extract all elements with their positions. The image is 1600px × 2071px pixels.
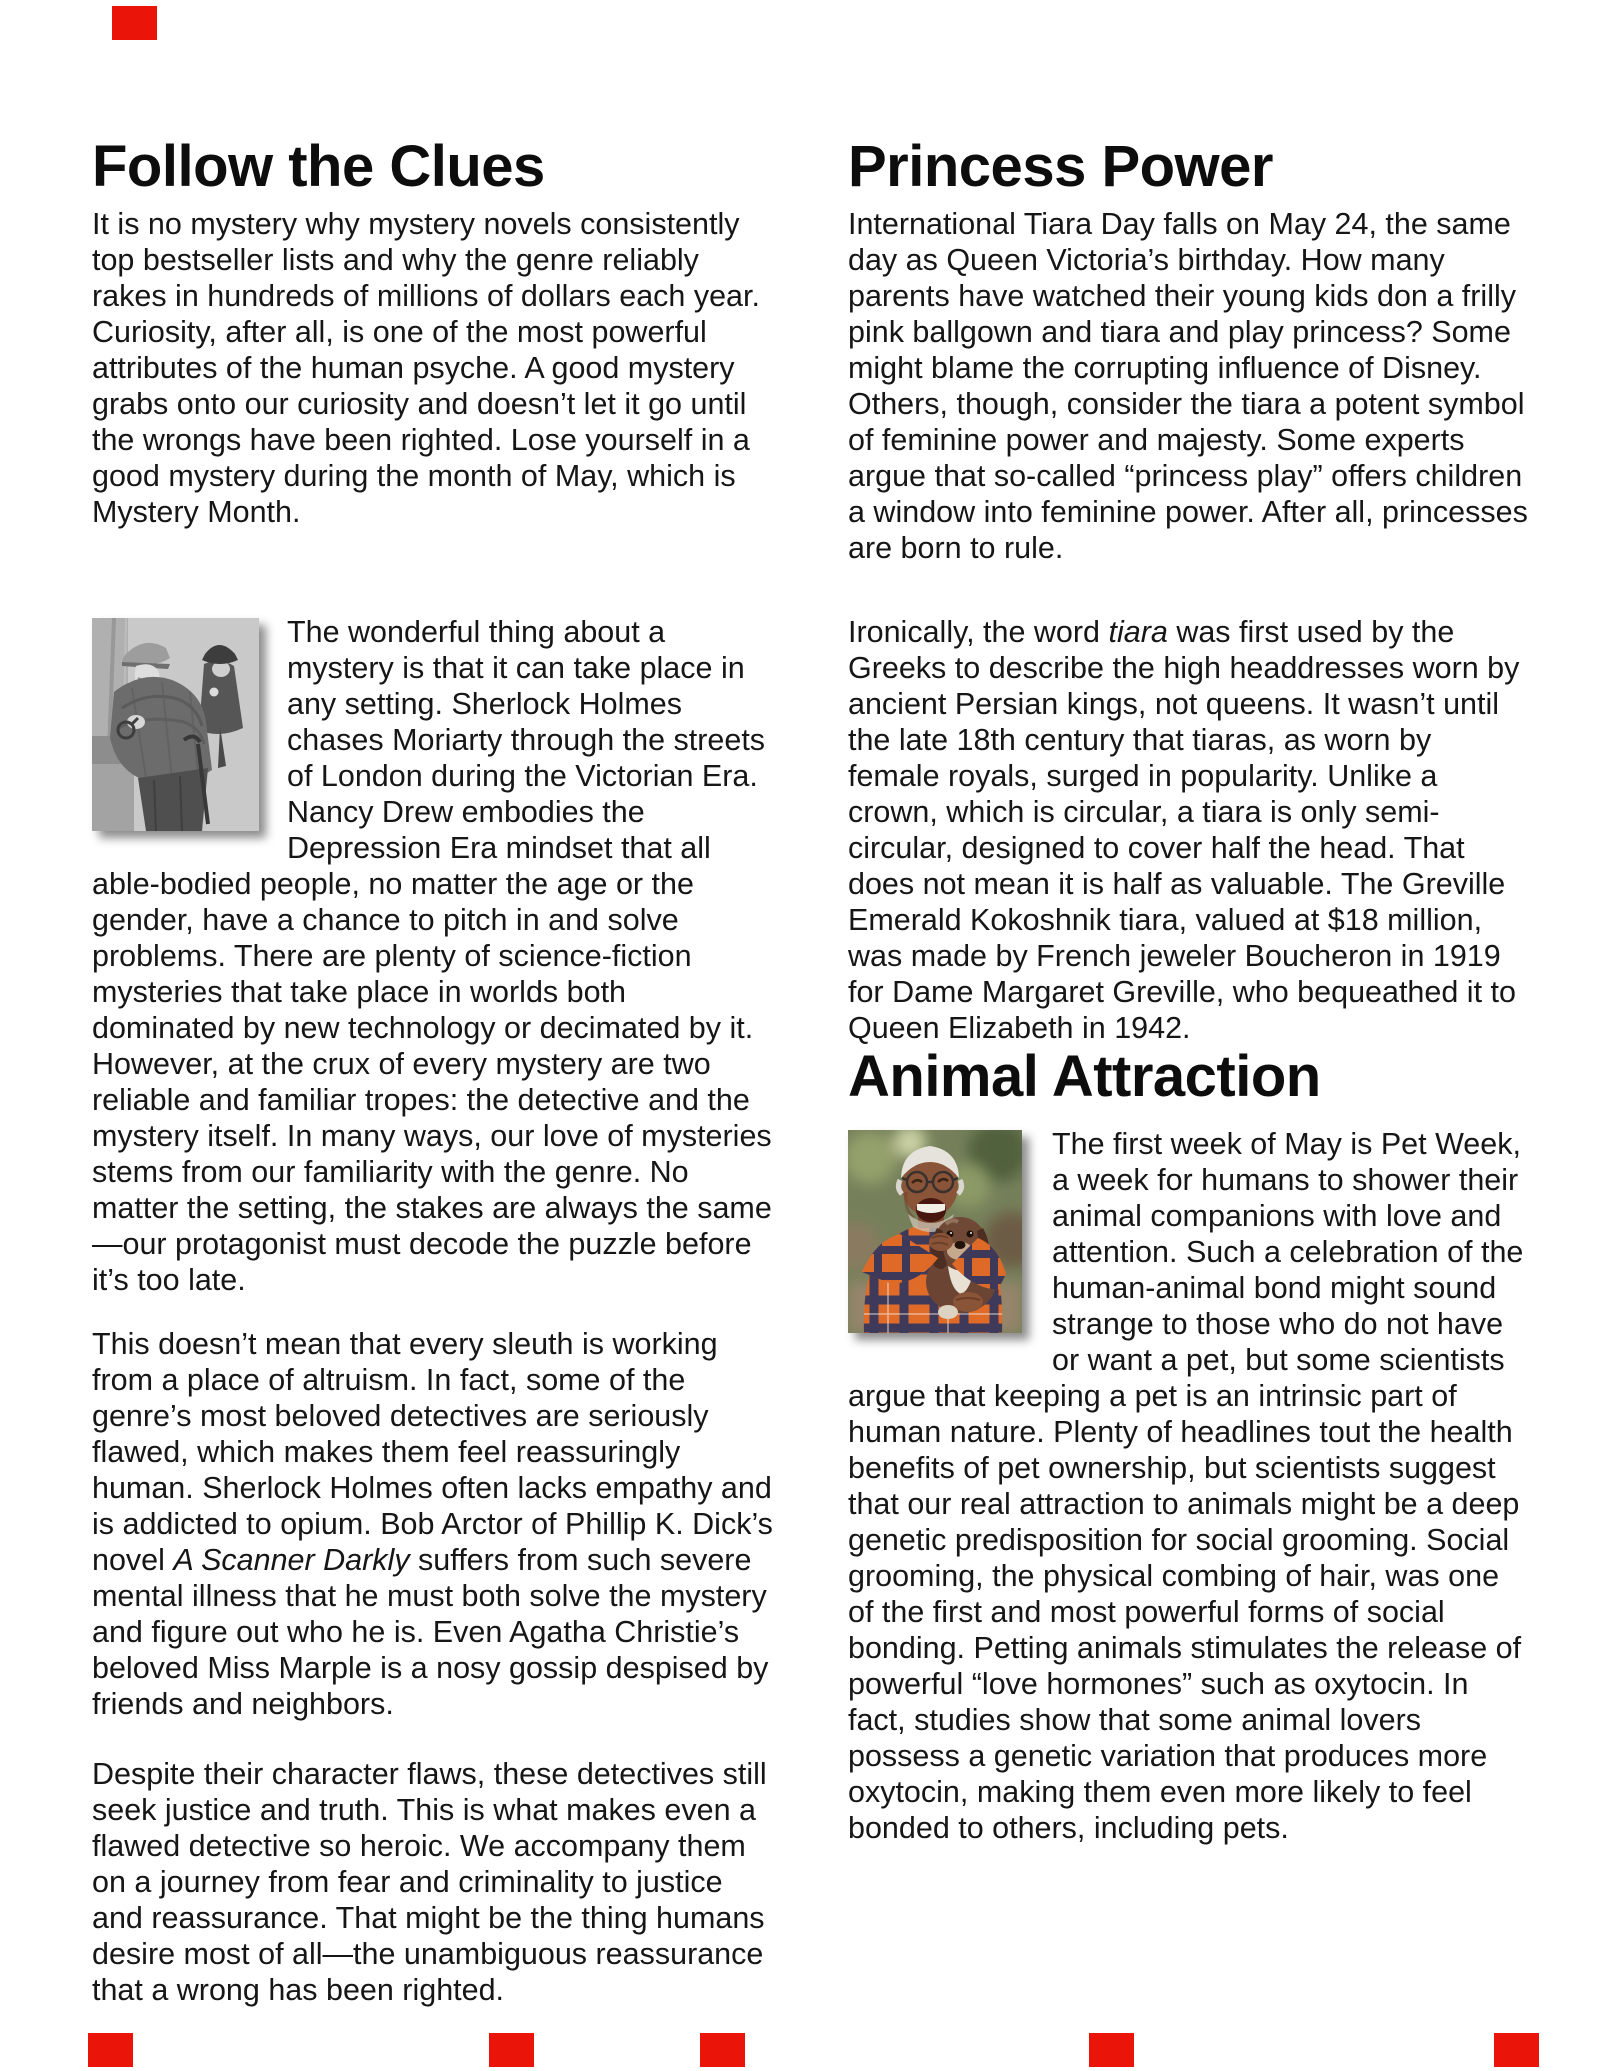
- paragraph-mystery-settings: [92, 614, 774, 1298]
- paragraph-flawed-detectives: This doesn’t mean that every sleuth is working from a place of altruism. In fact, some of the genre’s most beloved detectives are seriously flawed, which makes them feel reassuringly human. Sherlock Holmes often lacks empathy and is addicted to opium. Bob Arctor of Phillip K. Dick’s novel A Scanner Darkly suffers from such severe mental illness that he must both solve the mystery and figure out who he is. Even Agatha Christie’s beloved Miss Marple is a nosy gossip despised by friends and neighbors.: [92, 1327, 773, 1721]
- registration-mark-bottom-2: [489, 2033, 534, 2067]
- left-column: [92, 0, 774, 2008]
- paragraph-justice-and-truth: Despite their character flaws, these detectives still seek justice and truth. This is what makes even a flawed detective so heroic. We accompany them on a journey from fear and criminality to justice and reassurance. That might be the thing humans desire most of all—the unambiguous reassurance that a wrong has been righted.: [92, 1757, 767, 2007]
- paragraph-pet-week: [848, 1126, 1530, 1846]
- paragraph-tiara-history: Ironically, the word tiara was first used by the Greeks to describe the high headdresses worn by ancient Persian kings, not queens. It wasn’t until the late 18th century that tiaras, as worn by female royals, surged in popularity. Unlike a crown, which is circular, a tiara is only semi-circular, designed to cover half the head. That does not mean it is half as valuable. The Greville Emerald Kokoshnik tiara, valued at $18 million, was made by French jeweler Boucheron in 1919 for Dame Margaret Greville, who bequeathed it to Queen Elizabeth in 1942.: [848, 615, 1520, 1045]
- paragraph-mystery-intro: It is no mystery why mystery novels consistently top bestseller lists and why the genre reliably rakes in hundreds of millions of dollars each year. Curiosity, after all, is one of the most powerful attributes of the human psyche. A good mystery grabs onto our curiosity and doesn’t let it go until the wrongs have been righted. Lose yourself in a good mystery during the month of May, which is Mystery Month.: [92, 207, 760, 529]
- heading-princess-power: Princess Power: [848, 134, 1273, 199]
- heading-follow-the-clues: Follow the Clues: [92, 134, 545, 199]
- paragraph-tiara-day: International Tiara Day falls on May 24, the same day as Queen Victoria’s birthday. How many parents have watched their young kids don a frilly pink ballgown and tiara and play princess? Some might blame the corrupting influence of Disney. Others, though, consider the tiara a potent symbol of feminine power and majesty. Some experts argue that so-called “princess play” offers children a window into feminine power. After all, princesses are born to rule.: [848, 207, 1528, 565]
- registration-mark-bottom-1: [88, 2033, 133, 2067]
- right-column: [848, 0, 1530, 1846]
- registration-mark-bottom-3: [700, 2033, 745, 2067]
- sherlock-illustration-art: [92, 618, 259, 831]
- man-with-puppy-photo: [848, 1130, 1022, 1333]
- registration-mark-bottom-5: [1494, 2033, 1539, 2067]
- registration-mark-bottom-4: [1089, 2033, 1134, 2067]
- sherlock-holmes-illustration: [92, 618, 259, 831]
- paragraph-text: The wonderful thing about a mystery is that it can take place in any setting. Sherlock Holmes chases Moriarty through the streets of London during the Victorian Era. Nancy Drew embodies the Depression Era mindset that all able-bodied people, no matter the age or the gender, have a chance to pitch in and solve problems. There are plenty of science-fiction mysteries that take place in worlds both dominated by new technology or decimated by it. However, at the crux of every mystery are two reliable and familiar tropes: the detective and the mystery itself. In many ways, our love of mysteries stems from our familiarity with the genre. No matter the setting, the stakes are always the same—our protagonist must decode the puzzle before it’s too late.: [92, 615, 772, 1297]
- heading-animal-attraction: Animal Attraction: [848, 1044, 1321, 1109]
- pet-photo-art: [848, 1130, 1022, 1333]
- paragraph-text: The first week of May is Pet Week, a week for humans to shower their animal companions with love and attention. Such a celebration of the human-animal bond might sound strange to those who do not have or want a pet, but some scientists argue that keeping a pet is an intrinsic part of human nature. Plenty of headlines tout the health benefits of pet ownership, but scientists suggest that our real attraction to animals might be a deep genetic predisposition for social grooming. Social grooming, the physical combing of hair, was one of the first and most powerful forms of social bonding. Petting animals stimulates the release of powerful “love hormones” such as oxytocin. In fact, studies show that some animal lovers possess a genetic variation that produces more oxytocin, making them even more likely to feel bonded to others, including pets.: [848, 1127, 1524, 1845]
